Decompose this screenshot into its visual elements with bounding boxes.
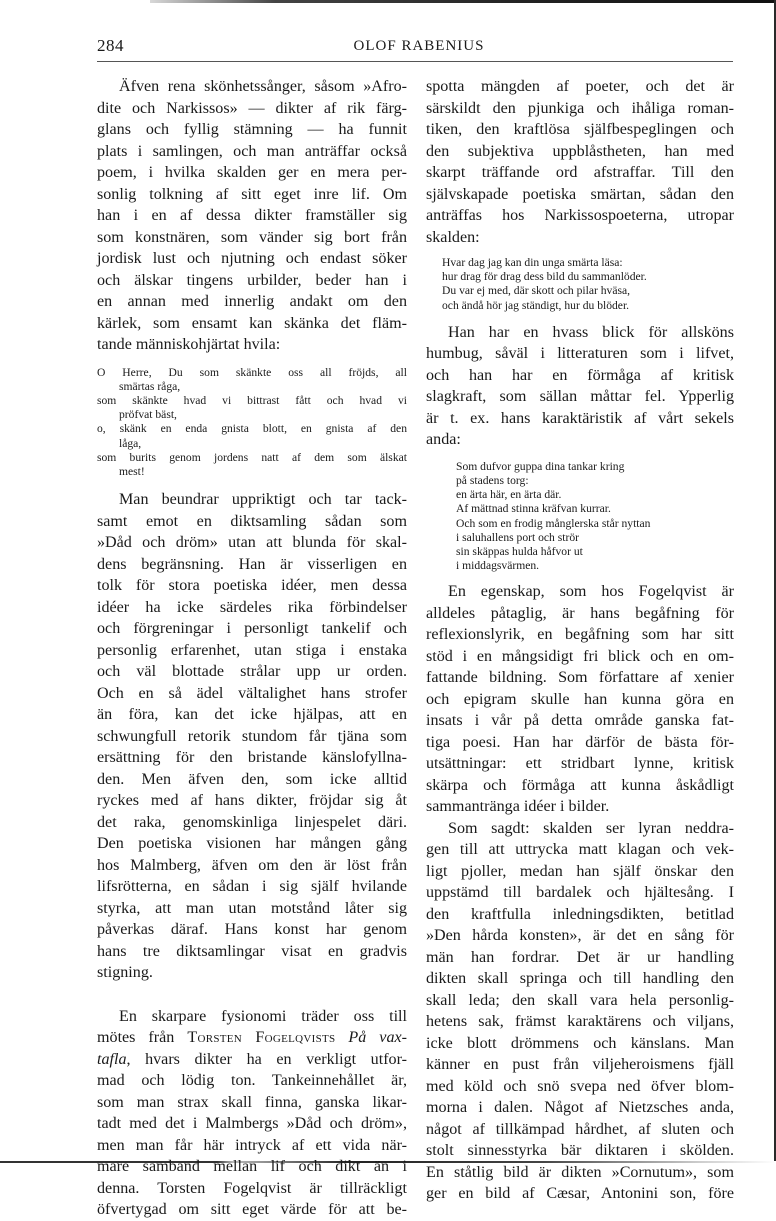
- verse-line: i saluhallens port och strör: [456, 530, 579, 544]
- text-line: Som sagdt: skalden ser lyran neddra-: [448, 819, 734, 837]
- verse-line: som burits genom jordens natt af dem som älskat: [97, 450, 407, 464]
- text-line: poem, i hvilka skalden ger en mera per-: [97, 164, 407, 181]
- text-line: plats i samlingen, och man anträffar också: [97, 142, 407, 160]
- verse-line: i middagsvärmen.: [456, 559, 540, 573]
- running-title: OLOF RABENIUS: [353, 38, 485, 54]
- text-line: ryckes med af hans dikter, fröjdar sig åt: [97, 792, 407, 810]
- text-line: morna i dalen. Något af Nietzsches anda,: [426, 1099, 734, 1117]
- text-line: lifsrötterna, en sådan i sig själf hvilande: [97, 878, 407, 896]
- text-line: hos Malmberg, äfven om den är löst från: [97, 856, 407, 874]
- text-line: som konstnären, som vänder sig bort från: [97, 228, 407, 246]
- header-rule: [97, 61, 733, 62]
- text-line: hetens sak, främst karaktärens och viljans,: [426, 1013, 734, 1031]
- text-line: En skarpare fysionomi träder oss till: [119, 1007, 407, 1025]
- text-line: män han fordrar. Det är ur handling: [426, 948, 734, 966]
- text-line: spotta mängden af poeter, och det är: [426, 78, 734, 95]
- text-line: Han har en hvass blick för allsköns: [448, 323, 734, 341]
- text-line: Och en så ädel vältalighet hans strofer: [97, 684, 407, 702]
- text-line: Den poetiska visionen har mången gång: [97, 835, 407, 853]
- text-line: och förgreningar i personligt tankelif och: [97, 620, 407, 638]
- text-line: styrka, att man utan motstånd låter sig: [97, 899, 407, 917]
- text-line: tolk för stora poetiska idéer, men dessa: [97, 577, 407, 595]
- text-line: »Den hårda konsten», är det en sång för: [426, 927, 734, 945]
- text-line: icke blott drömmens och känslans. Man: [426, 1034, 734, 1052]
- text-line: och epigram skulle han kunna göra en: [426, 690, 734, 708]
- text-line: mare samband mellan lif och dikt än i: [97, 1158, 407, 1176]
- text-line: och han har en förmåga af kritisk: [426, 366, 734, 384]
- text-line: gen till att uttrycka matt klagan och vek-: [426, 841, 734, 859]
- paragraph: [426, 818, 734, 1205]
- paragraph: [426, 76, 734, 248]
- page-header: [97, 36, 733, 60]
- text-line: glans och fyllig stämning — ha funnit: [97, 121, 407, 138]
- paragraph: [97, 1006, 407, 1221]
- verse-line: Du var ej med, där skott och pilar hväsa,: [442, 284, 631, 298]
- text-line: tiken, den kraftlösa själfbespeglingen och: [426, 121, 734, 138]
- text-line: känner en pust från viljeheroismens fjäll: [426, 1056, 734, 1074]
- text-line: »Dåd och dröm» utan att blunda för skal-: [97, 534, 407, 552]
- text-line: sonlig tolkning af sitt eget inre lif. Om: [97, 185, 407, 203]
- text-line: reflexionslyrik, en begåfning som har sitt: [426, 626, 734, 644]
- text-line: [97, 1049, 407, 1071]
- author-name: Torsten Fogelqvists: [187, 1029, 336, 1047]
- verse-quote: [97, 366, 407, 480]
- verse-line: Som dufvor guppa dina tankar kring: [456, 459, 625, 473]
- text-line: ersättning för den bristande känslofyllna-: [97, 749, 407, 767]
- text-line: självskapade poetiska smärtan, sådan den: [426, 185, 734, 203]
- verse-line: smärtas råga,: [119, 379, 181, 393]
- text-line: anda:: [426, 431, 461, 449]
- paragraph: [97, 76, 407, 356]
- text-line: jordisk lust och njutning och endast söker: [97, 250, 407, 267]
- text-line: personlig erfarenhet, utan stiga i enstaka: [97, 641, 407, 659]
- text-line: uppstämd till bardalek och hjältesång. I: [426, 884, 734, 902]
- paragraph: [426, 322, 734, 451]
- text-line: hans tre diktsamlingar visat en gradvis: [97, 942, 407, 960]
- text-line: En egenskap, som hos Fogelqvist är: [448, 583, 734, 601]
- verse-line: som skänkte hvad vi bittrast fått och hvad vi: [97, 393, 407, 407]
- verse-line: Hvar dag jag kan din unga smärta läsa:: [442, 256, 623, 269]
- text-line: dens begränsning. Han är visserligen en: [97, 555, 407, 573]
- text-line: öfvertygad om sitt eget värde för att be-: [97, 1201, 407, 1219]
- text-line: dite och Narkissos» — dikter af rik färg-: [97, 99, 407, 117]
- verse-line: O Herre, Du som skänkte oss all fröjds, all: [97, 365, 407, 379]
- text-line: som man strax skall finna, ganska likar-: [97, 1093, 407, 1111]
- text-line: insats i vår på detta område ganska fat-: [426, 712, 734, 730]
- text-line: särskildt den pjunkiga och ihåliga roman-: [426, 99, 734, 117]
- verse-line: pröfvat bäst,: [119, 408, 177, 422]
- text-line: det raka, genomskinliga linjespelet däri.: [97, 813, 407, 831]
- text-line: tiga poesi. Han har därför de bästa för-: [426, 733, 734, 751]
- text-line: anträffas hos Narkissospoeterna, utropar: [426, 207, 734, 224]
- text-line: stolt sinnesstyrka bär diktaren i skölden.: [426, 1142, 734, 1160]
- text-line: utsättningar: ett stridbart lynne, kritisk: [426, 755, 734, 773]
- paragraph-gap: [97, 984, 407, 1006]
- book-title: tafla: [97, 1050, 127, 1068]
- left-column: [97, 76, 407, 1221]
- text-line: En ståtlig bild är dikten »Cornutum», som: [426, 1163, 734, 1181]
- text-line: den kraftfulla inledningsdikten, betitlad: [426, 905, 734, 923]
- text-line: än föra, kan det icke hjälpas, att en: [97, 706, 407, 724]
- text-span: mötes från: [97, 1029, 188, 1047]
- text-line: den subjektiva uppblåstheten, han med: [426, 142, 734, 160]
- scan-edge-top: [150, 0, 776, 3]
- text-line: skarpt träffande ord afstraffar. Till den: [426, 164, 734, 181]
- text-line: stigning.: [97, 964, 153, 982]
- text-line: idéer ha icke särdeles rika förbindelser: [97, 598, 407, 616]
- verse-line: på stadens torg:: [456, 474, 529, 488]
- text-line: Man beundrar uppriktigt och tar tack-: [119, 491, 407, 509]
- text-line: slagkraft, som sällan måttar fel. Ypperlig: [426, 388, 734, 406]
- text-line: [97, 1027, 407, 1049]
- text-line: Äfven rena skönhetssånger, såsom »Afro-: [119, 78, 407, 95]
- text-line: tande människohjärtat hvila:: [97, 336, 281, 353]
- text-span: , hvars dikter ha en verkligt utfor-: [126, 1050, 407, 1068]
- text-line: ligt pjoller, medan han själf önskar den: [426, 862, 734, 880]
- text-line: alldeles påtaglig, är hans begåfning för: [426, 604, 734, 622]
- text-line: ger en bild af Cæsar, Antonini son, före: [426, 1185, 734, 1203]
- paragraph: [426, 581, 734, 818]
- text-line: han i en af dessa dikter framställer sig: [97, 207, 407, 224]
- text-line: humbug, såväl i litteraturen som i lifvet,: [426, 345, 734, 363]
- text-line: sammanträngа idéer i bilder.: [426, 798, 610, 816]
- page-number: 284: [97, 36, 124, 55]
- text-line: och älskar tingens urbilder, beder han i: [97, 271, 407, 289]
- text-line: den. Men äfven den, som icke alltid: [97, 770, 407, 788]
- verse-line: mest!: [119, 464, 145, 478]
- verse-line: och ändå hör jag ständigt, hur du blöder.: [442, 298, 630, 312]
- text-line: tadt med det i Malmbergs »Dåd och dröm»,: [97, 1115, 407, 1133]
- book-title: På vax-: [335, 1029, 407, 1047]
- verse-line: Och som en frodig månglerska står nyttan: [456, 516, 651, 530]
- text-line: påverkas däraf. Hans konst har genom: [97, 921, 407, 939]
- text-line: mad och lödig ton. Tankeinnehållet är,: [97, 1072, 407, 1090]
- text-line: skall leda; den skall vara hela personlig-: [426, 991, 734, 1009]
- text-line: kärlek, som ensamt kan skänka det fläm-: [97, 314, 407, 332]
- verse-line: Af mättnad stinna kräfvan kurrar.: [456, 502, 611, 516]
- text-line: är t. ex. hans karaktäristik af vårt sekels: [426, 409, 734, 427]
- text-line: denna. Torsten Fogelqvist är tillräckligt: [97, 1179, 407, 1197]
- text-line: dikten skall springa och till handling den: [426, 970, 734, 988]
- text-line: stöd i en mångsidigt fri blick och en om-: [426, 647, 734, 665]
- text-line: och väl blottade strålar upp ur orden.: [97, 663, 407, 681]
- text-line: en annan med innerlig andakt om den: [97, 293, 407, 310]
- verse-line: låga,: [119, 436, 142, 450]
- right-column: [426, 76, 734, 1205]
- verse-quote: [426, 460, 734, 574]
- text-line: något af tillkämpad hårdhet, af sluten och: [426, 1120, 734, 1138]
- verse-line: sin skäppas hulda håfvor ut: [456, 545, 583, 559]
- text-line: fattande bildning. Som författare af xenier: [426, 669, 734, 687]
- verse-line: o, skänk en enda gnista blott, en gnista af den: [97, 422, 407, 436]
- text-line: men man får här intryck af ett vida när-: [97, 1136, 407, 1154]
- verse-quote: [426, 256, 734, 313]
- text-line: skalden:: [426, 228, 480, 246]
- text-line: samt emot en diktsamling sådan som: [97, 512, 407, 530]
- verse-line: hur drag för drag dess bild du sammanlöder.: [442, 270, 647, 284]
- paragraph: [97, 489, 407, 984]
- text-line: med köld och snö svepa ned öfver blom-: [426, 1077, 734, 1095]
- verse-line: en ärta här, en ärta där.: [456, 488, 562, 502]
- text-line: skärpa och förmåga att kunna åskådligt: [426, 776, 734, 794]
- text-line: schwungfull retorik stundom får tjäna som: [97, 727, 407, 745]
